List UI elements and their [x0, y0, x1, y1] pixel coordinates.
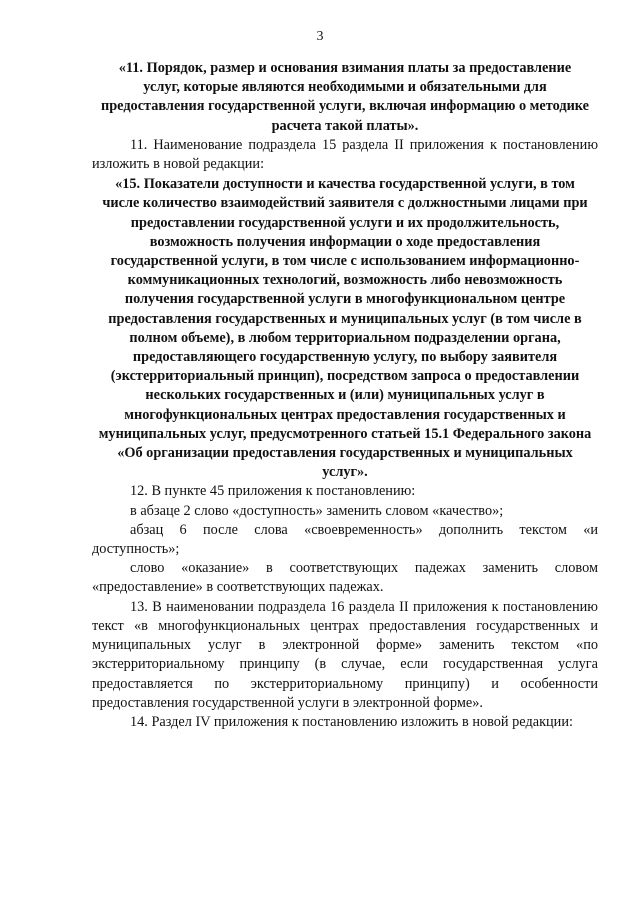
paragraph-item-13: 13. В наименовании подраздела 16 раздела II приложения к постановлению текст «в многофункциональных центрах предоставления государственных и муниципальных услуг в электронной форме» заменить текстом «по экстерриториальному принципу (в случае, если государственная услуга предоставляется по экстерриториальному принципу) и особенности предоставления государственной услуги в электронной форме». [92, 598, 598, 711]
paragraph-abzats-2: в абзаце 2 слово «доступность» заменить словом «качество»; [130, 502, 504, 519]
paragraph-abzats-6: абзац 6 после слова «своевременность» дополнить текстом «и доступность»; [92, 521, 598, 558]
heading-section-11: «11. Порядок, размер и основания взимания платы за предоставление услуг, которые являются необходимыми и обязательными для предоставления государственной услуги, включая информацию о методике расчета такой платы». [100, 60, 590, 134]
paragraph-slovo-okazanie: слово «оказание» в соответствующих падежах заменить словом «предоставление» в соответствующих падежах. [92, 560, 598, 596]
document-body [92, 59, 598, 732]
page-number: 3 [316, 29, 324, 44]
paragraph-item-14: 14. Раздел IV приложения к постановлению изложить в новой редакции: [130, 713, 573, 730]
paragraph-item-12: 12. В пункте 45 приложения к постановлению: [130, 483, 416, 500]
paragraph-item-11: 11. Наименование подраздела 15 раздела II приложения к постановлению изложить в новой редакции: [92, 136, 598, 173]
heading-section-15: «15. Показатели доступности и качества государственной услуги, в том числе количество взаимодействий заявителя с должностными лицами при предоставлении государственной услуги и их продолжительность, возможность получения информации о ходе предоставления государственной услуги, в том числе с использованием информационно-коммуникационных технологий, возможность либо невозможность получения государственной услуги в многофункциональном центре предоставления государственных и муниципальных услуг (в том числе в полном объеме), в любом территориальном подразделении органа, предоставляющего государственную услугу, по выбору заявителя (экстерриториальный принцип), посредством запроса о предоставлении нескольких государственных и (или) муниципальных услуг в многофункциональных центрах предоставления государственных и муниципальных услуг, предусмотренного статьей 15.1 Федерального закона «Об организации предоставления государственных и муниципальных услуг». [98, 176, 592, 481]
